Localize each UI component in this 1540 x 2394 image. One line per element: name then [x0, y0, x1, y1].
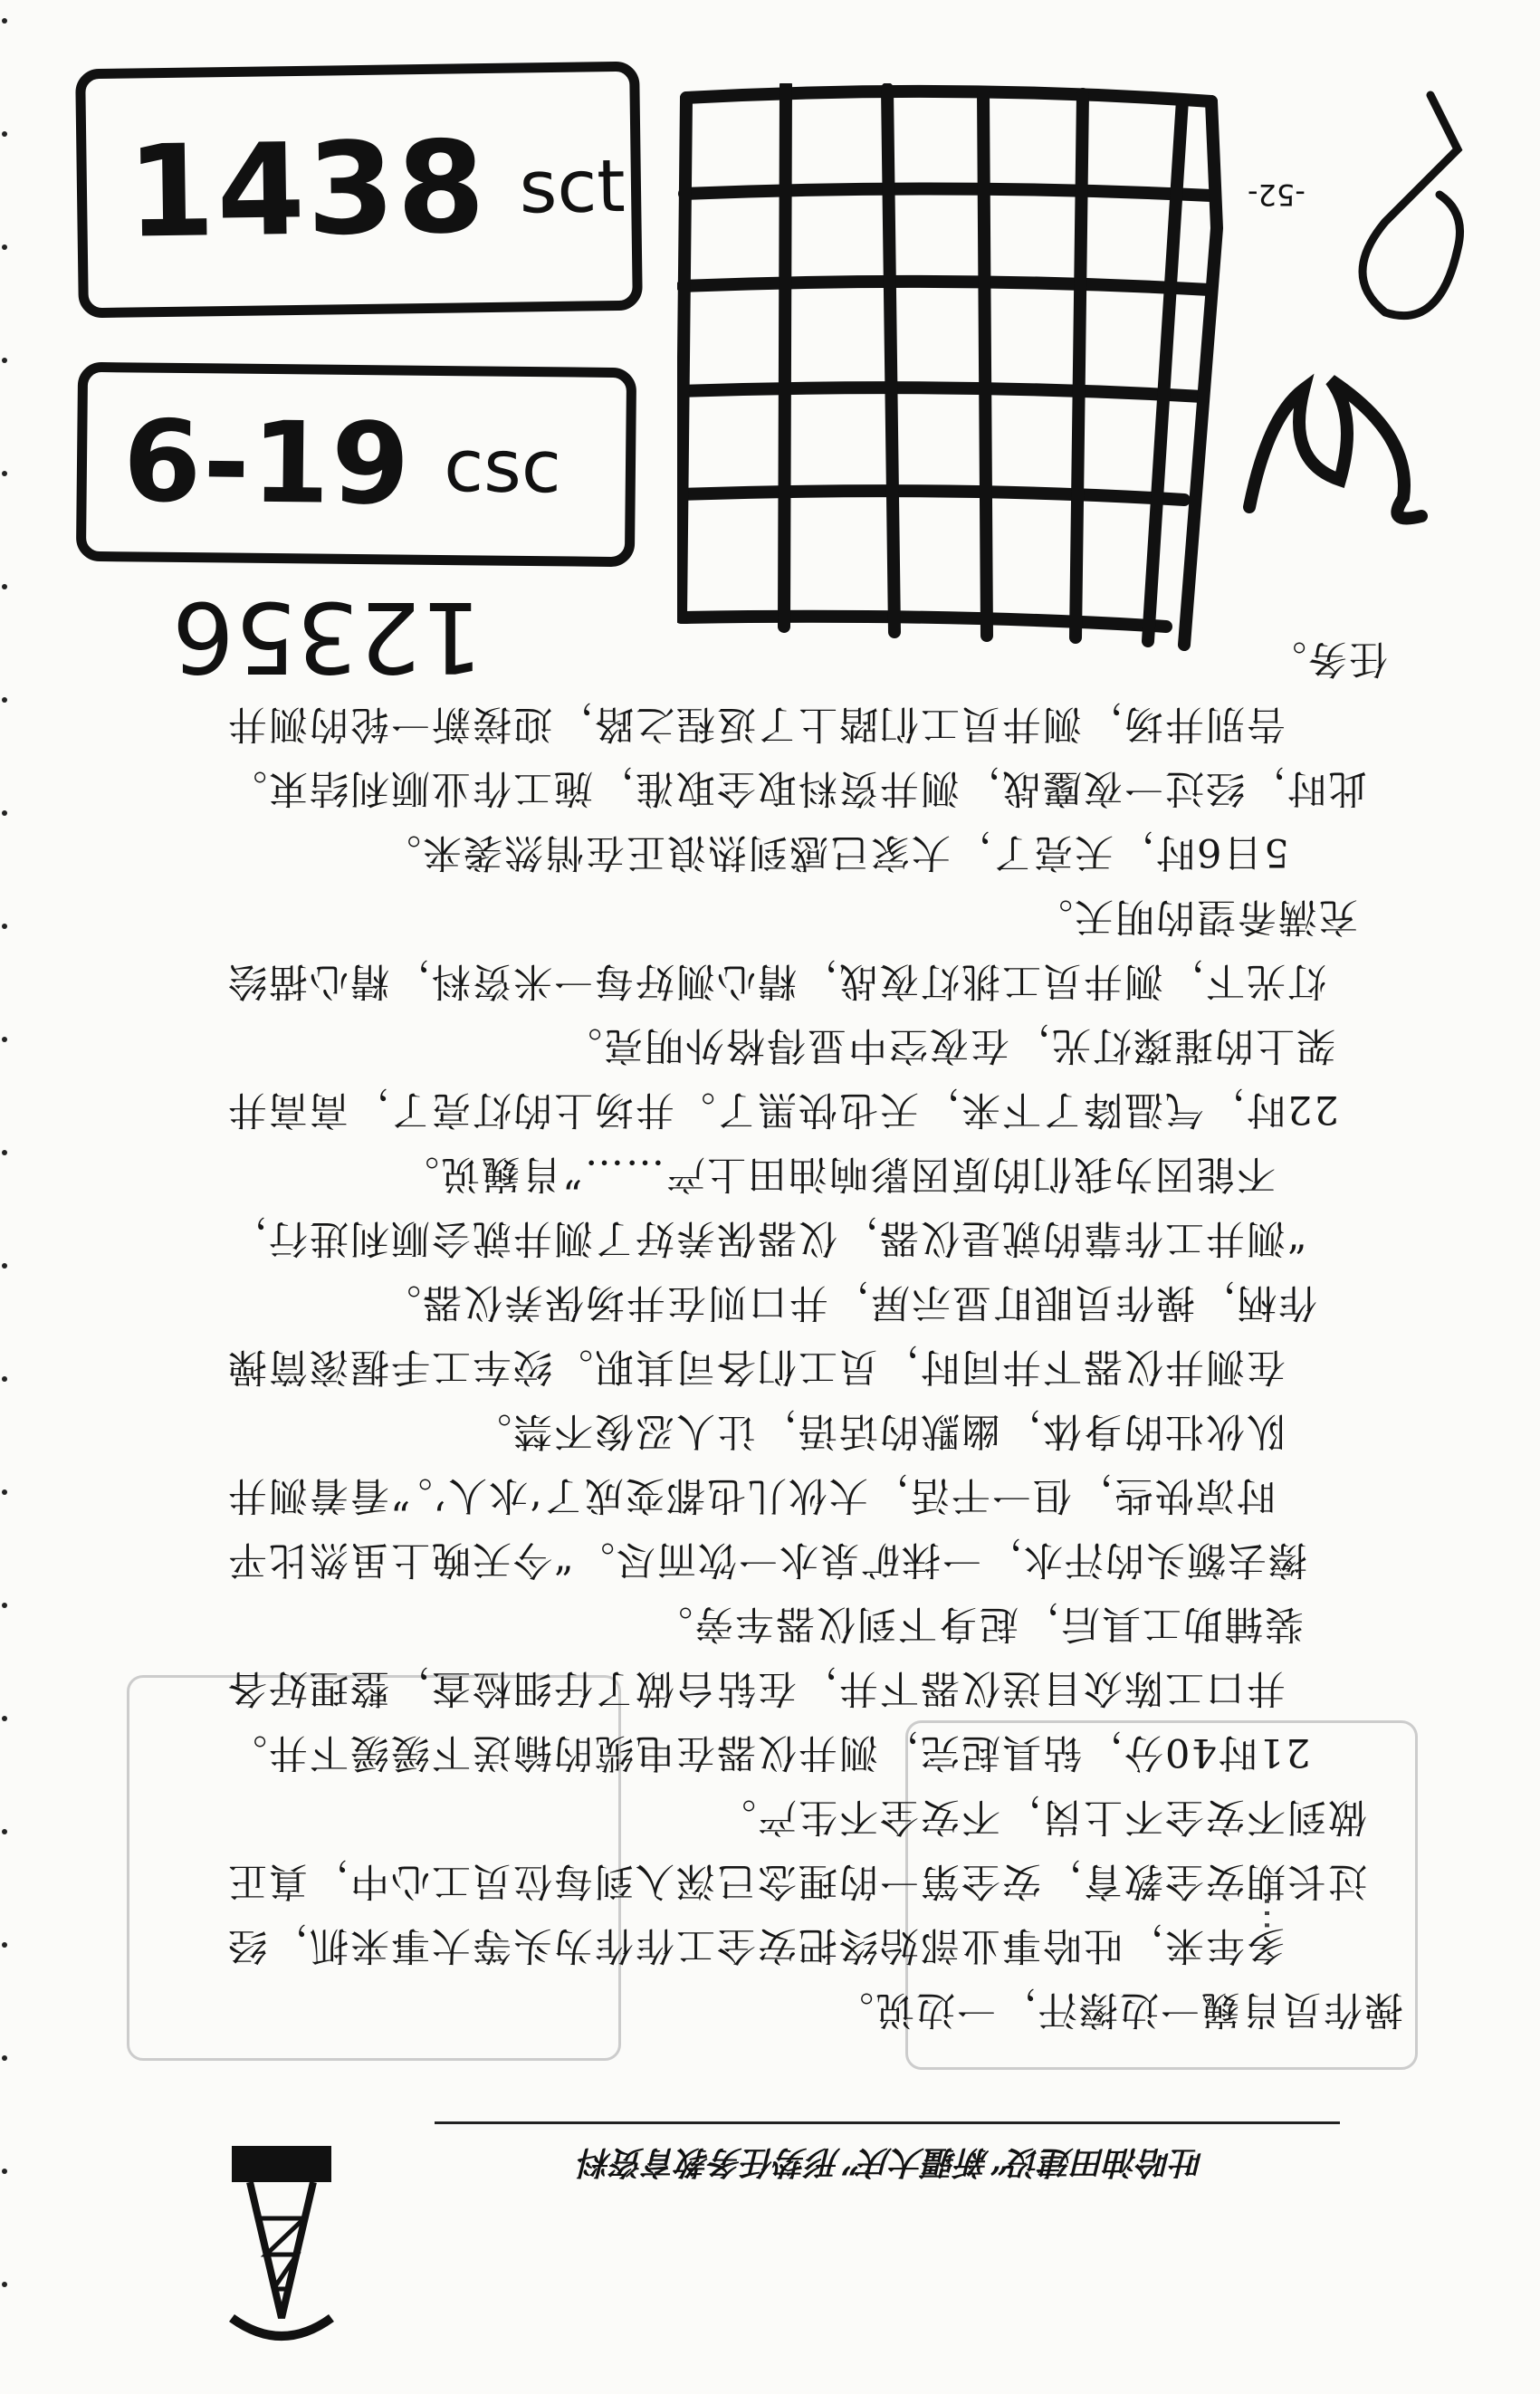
text-line: 灯光下，测井员工挑灯夜战，精心测好每一米资料，精心描绘: [226, 958, 1326, 1003]
text-line: 队伙壮的身体，幽默的话语，让人忍俊不禁。: [471, 1408, 1286, 1453]
box2-number: 6-19: [122, 397, 413, 531]
text-line: 22时，气温降了下来，天也快黑了。井场上的灯亮了，高高井: [226, 1087, 1339, 1132]
text-line: 任务。: [1266, 636, 1388, 681]
box1-code: sct: [518, 143, 627, 230]
oil-derrick-logo-icon: [214, 2128, 349, 2345]
text-line: 擦去额头的汗水，一抹矿泉水一饮而尽。“今天晚上虽然比平: [226, 1537, 1307, 1582]
box2-code: csc: [443, 423, 562, 509]
handwritten-box-1: [75, 62, 643, 319]
upside-down-number: 12356: [172, 579, 483, 693]
text-line: 21时40分，钻具起完，测井仪器在电缆的输送下缓缓下井。: [226, 1729, 1311, 1775]
text-line: 时凉快些，但一干活，大伙儿也都变成了‘水人’。”看着测井: [226, 1472, 1276, 1518]
text-line: 充满希望的明天。: [1032, 894, 1358, 939]
ellipsis-mark: ⋯: [1247, 1895, 1288, 1931]
text-line: 架上的璀璨灯光，在夜空中显得格外明亮。: [561, 1022, 1335, 1068]
text-line: 做到不安全不上岗，不安全不生产。: [715, 1794, 1367, 1839]
handwritten-box-2: [76, 362, 636, 567]
text-line: 在测井仪器下井同时，员工们各司其职。绞车工手握滚筒操: [226, 1344, 1286, 1389]
text-line: 装辅助工具后，起身下到仪器车旁。: [652, 1601, 1304, 1646]
hand-drawn-grid: [677, 83, 1239, 663]
header-rule: [435, 2121, 1340, 2124]
text-line: 操作员肖巍一边擦汗，一边说。: [833, 1987, 1403, 2032]
text-line: 告别井场，测井员工们踏上了返程之路，迎接新一轮的测井: [226, 701, 1286, 746]
text-line: 过长期安全教育，安全第一的理念已深入到每位员工心中，真正: [226, 1858, 1367, 1903]
text-line: 此时，经过一夜鏖战，测井资料取全取准，施工作业顺利结束。: [226, 765, 1367, 810]
signature-scribble-top: [1331, 86, 1494, 330]
text-line: “测井工作靠的就是仪器，仪器保养好了测井就会顺利进行，: [226, 1215, 1307, 1260]
signature-scribble-bottom: [1231, 362, 1449, 543]
text-line: 多年来，吐哈事业部始终把安全工作作为头等大事来抓，经: [226, 1922, 1286, 1968]
text-line: 作柄，操作员眼盯显示屏，井口则在井场保养仪器。: [380, 1279, 1317, 1325]
text-line: 5日6时，天亮了，大家已感到热浪正在悄然袭来。: [380, 829, 1289, 875]
running-head: 吐哈油田建设“新疆大庆”形势任务教育资料: [579, 2143, 1204, 2181]
page-number: -52-: [1248, 177, 1306, 212]
text-line: 井口工陈众目送仪器下井，在钻台做了仔细检查，整理好各: [226, 1665, 1286, 1710]
box1-number: 1438: [125, 114, 488, 267]
text-line: 不能因为我们的原因影响油田上产……”肖巍说。: [398, 1151, 1276, 1196]
